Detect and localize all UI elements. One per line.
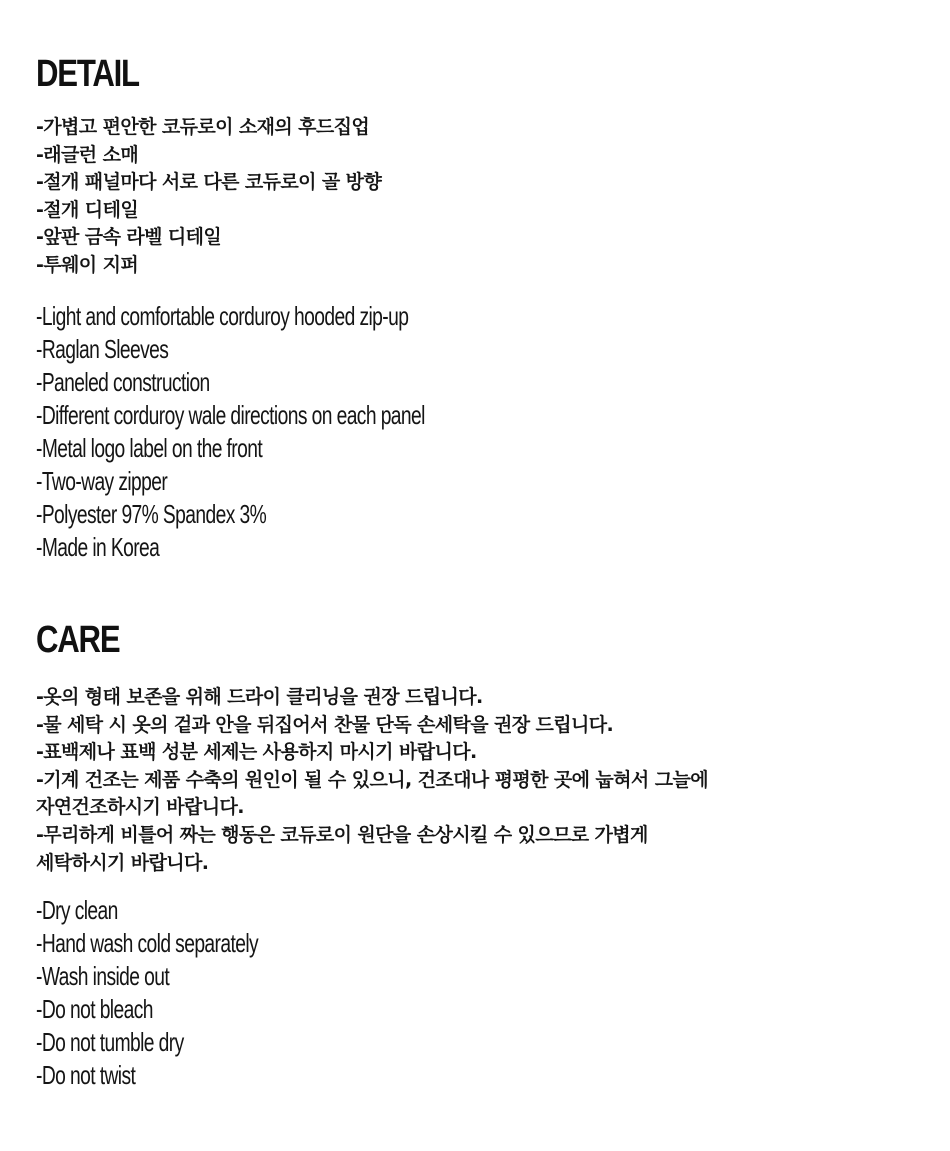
care-korean-item: 세탁하시기 바랍니다.	[36, 851, 209, 874]
detail-english-item: -Two-way zipper	[36, 465, 168, 496]
detail-english-list	[36, 300, 930, 564]
detail-english-item: -Paneled construction	[36, 366, 210, 397]
detail-english-item: -Different corduroy wale directions on each panel	[36, 399, 425, 430]
detail-korean-item: -절개 패널마다 서로 다른 코듀로이 골 방향	[36, 171, 382, 194]
care-heading: CARE	[36, 619, 120, 661]
detail-english-item: -Metal logo label on the front	[36, 432, 263, 463]
care-english-item: -Hand wash cold separately	[36, 928, 259, 959]
care-english-item: -Do not bleach	[36, 994, 153, 1025]
detail-korean-list	[36, 114, 930, 280]
detail-korean-item: -앞판 금속 라벨 디테일	[36, 226, 222, 249]
care-english-item: -Wash inside out	[36, 961, 170, 992]
care-english-item: -Dry clean	[36, 895, 118, 926]
detail-heading: DETAIL	[36, 53, 139, 95]
care-english-item: -Do not tumble dry	[36, 1027, 184, 1058]
care-korean-item: -무리하게 비틀어 짜는 행동은 코듀로이 원단을 손상시킬 수 있으므로 가볍게	[36, 823, 648, 846]
detail-english-item: -Light and comfortable corduroy hooded zip-up	[36, 300, 409, 331]
care-english-item: -Do not twist	[36, 1060, 136, 1091]
detail-english-item: -Polyester 97% Spandex 3%	[36, 498, 267, 529]
detail-english-item: -Raglan Sleeves	[36, 333, 169, 364]
detail-korean-item: -가볍고 편안한 코듀로이 소재의 후드집업	[36, 116, 370, 138]
care-korean-item: -옷의 형태 보존을 위해 드라이 클리닝을 권장 드립니다.	[36, 686, 483, 708]
detail-english-item: -Made in Korea	[36, 531, 160, 562]
detail-section	[36, 52, 930, 564]
care-section	[36, 618, 930, 1092]
detail-korean-item: -절개 디테일	[36, 198, 139, 221]
detail-korean-item: -투웨이 지퍼	[36, 253, 139, 276]
detail-korean-item: -래글런 소매	[36, 143, 139, 166]
care-korean-item: -표백제나 표백 성분 세제는 사용하지 마시기 바랍니다.	[36, 741, 477, 764]
care-korean-item: -기계 건조는 제품 수축의 원인이 될 수 있으니, 건조대나 평평한 곳에 눕혀서 그늘에	[36, 768, 708, 791]
care-korean-item: -물 세탁 시 옷의 겉과 안을 뒤집어서 찬물 단독 손세탁을 권장 드립니다.	[36, 713, 614, 736]
care-korean-list	[36, 684, 930, 877]
care-english-list	[36, 894, 930, 1092]
care-korean-item: 자연건조하시기 바랍니다.	[36, 796, 244, 819]
